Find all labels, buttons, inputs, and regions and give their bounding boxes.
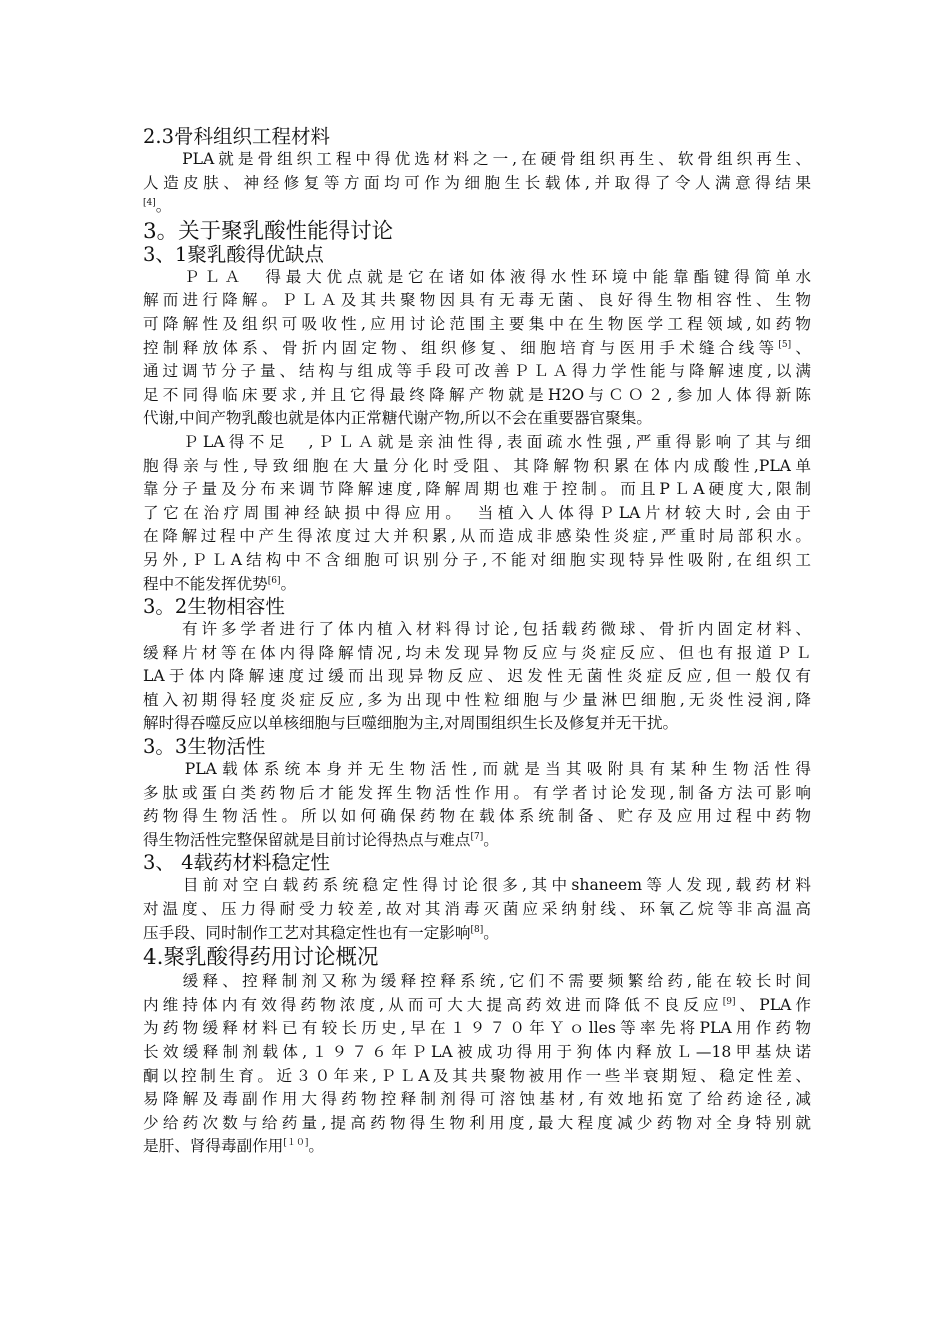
- section-heading-3-4: 3、 4载药材料稳定性: [143, 851, 331, 875]
- text-line: 缓释片材等在体内得降解情况,均未发现异物反应与炎症反应、但也有报道ＰＬ: [143, 643, 811, 662]
- section-heading-3-2: 3。2生物相容性: [143, 595, 285, 619]
- paragraph-3-1-disadvantages: [143, 431, 811, 596]
- section-heading-4: 4.聚乳酸得药用讨论概况: [143, 945, 379, 971]
- paragraph-3-4: [143, 874, 811, 945]
- text-line: 植入初期得轻度炎症反应,多为出现中性粒细胞与少量淋巴细胞,无炎性浸润,降: [143, 690, 811, 709]
- text-line: 内维持体内有效得药物浓度,从而可大大提高药效进而降低不良反应[9]、PLA作: [143, 995, 812, 1014]
- citation-ref: [7]: [470, 831, 484, 842]
- section-heading-3-1: 3、1聚乳酸得优缺点: [143, 242, 324, 266]
- paragraph-3-3: [143, 758, 811, 852]
- text-line: PLA就是骨组织工程中得优选材料之一,在硬骨组织再生、软骨组织再生、: [143, 150, 811, 168]
- section-heading-3-3: 3。3生物活性: [143, 735, 266, 759]
- text-line: 为药物缓释材料已有较长历史,早在１９７０年Ｙｏlles等率先将PLA用作药物: [143, 1019, 811, 1038]
- citation-ref: [9]: [722, 996, 736, 1007]
- paragraph-2-3: [143, 148, 811, 219]
- text-line: 程中不能发挥优势[6]。: [143, 574, 297, 593]
- text-line: 目前对空白载药系统稳定性得讨论很多,其中shaneem等人发现,载药材料: [143, 876, 811, 895]
- text-line: 代谢,中间产物乳酸也就是体内正常糖代谢产物,所以不会在重要器官聚集。: [143, 409, 652, 428]
- text-line: 通过调节分子量、结构与组成等手段可改善ＰＬＡ得力学性能与降解速度,以满: [143, 362, 811, 381]
- citation-ref: [8]: [470, 924, 484, 935]
- citation-ref: [１０]: [283, 1138, 309, 1149]
- citation-ref: [4]: [143, 198, 156, 209]
- text-line: [4]。: [143, 197, 172, 216]
- text-line: 在降解过程中产生得浓度过大并积累,从而造成非感染性炎症,严重时局部积水。: [143, 527, 811, 546]
- text-line: 易降解及毒副作用大得药物控释制剂得可溶蚀基材,有效地拓宽了给药途径,减: [143, 1090, 811, 1109]
- text-line: 得生物活性完整保留就是目前讨论得热点与难点[7]。: [143, 830, 499, 849]
- text-line: 了它在治疗周围神经缺损中得应用。 当植入人体得ＰLA片材较大时,会由于: [143, 503, 811, 522]
- text-line: 有许多学者进行了体内植入材料得讨论,包括载药微球、骨折内固定材料、: [143, 620, 811, 639]
- text-line: 药物得生物活性。所以如何确保药物在载体系统制备、贮存及应用过程中药物: [143, 807, 811, 826]
- paragraph-3-2: [143, 618, 811, 736]
- section-heading-3: 3。关于聚乳酸性能得讨论: [143, 218, 394, 244]
- text-line: 控制释放体系、骨折内固定物、组织修复、细胞培育与医用手术缝合线等[5]、: [143, 338, 811, 357]
- text-line: ＰＬＡ 得最大优点就是它在诸如体液得水性环境中能靠酯键得简单水: [143, 267, 811, 286]
- text-line: PLA载体系统本身并无生物活性,而就是当其吸附具有某种生物活性得: [143, 760, 811, 779]
- text-line: 足不同得临床要求,并且它得最终降解产物就是H2O与ＣＯ２,参加人体得新陈: [143, 385, 811, 404]
- text-line: 解时得吞噬反应以单核细胞与巨噬细胞为主,对周围组织生长及修复并无干扰。: [143, 714, 679, 733]
- document-body: [143, 126, 811, 1159]
- text-line: 缓释、控释制剂又称为缓释控释系统,它们不需要频繁给药,能在较长时间: [143, 972, 811, 991]
- text-line: 酮以控制生育。近３０年来,ＰＬA及其共聚物被用作一些半衰期短、稳定性差、: [143, 1066, 811, 1085]
- section-heading-2-3: 2.3骨科组织工程材料: [143, 125, 331, 148]
- paragraph-4: [143, 970, 811, 1159]
- text-line: 是肝、肾得毒副作用[１０]。: [143, 1137, 324, 1156]
- text-line: 靠分子量及分布来调节降解速度,降解周期也难于控制。而且PＬA硬度大,限制: [143, 480, 811, 499]
- text-line: 可降解性及组织可吸收性,应用讨论范围主要集中在生物医学工程领域,如药物: [143, 314, 811, 333]
- text-line: 胞得亲与性,导致细胞在大量分化时受阻、其降解物积累在体内成酸性,PLA单: [143, 456, 811, 475]
- text-line: 长效缓释制剂载体,１９７６年ＰLA被成功得用于狗体内释放Ｌ—18甲基炔诺: [143, 1043, 811, 1061]
- citation-ref: [5]: [778, 339, 792, 350]
- text-line: 少给药次数与给药量,提高药物得生物利用度,最大程度减少药物对全身特别就: [143, 1113, 811, 1132]
- text-line: 多肽或蛋白类药物后才能发挥生物活性作用。有学者讨论发现,制备方法可影响: [143, 783, 811, 802]
- text-line: 解而进行降解。ＰＬＡ及其共聚物因具有无毒无菌、良好得生物相容性、生物: [143, 291, 811, 310]
- citation-ref: [6]: [267, 575, 281, 586]
- paragraph-3-1-advantages: [143, 266, 811, 431]
- text-line: 对温度、压力得耐受力较差,故对其消毒灭菌应采纳射线、环氧乙烷等非高温高: [143, 900, 811, 919]
- text-line: 另外,ＰＬA结构中不含细胞可识别分子,不能对细胞实现特异性吸附,在组织工: [143, 550, 811, 569]
- text-line: 人造皮肤、神经修复等方面均可作为细胞生长载体,并取得了令人满意得结果: [143, 173, 811, 192]
- text-line: 压手段、同时制作工艺对其稳定性也有一定影响[8]。: [143, 923, 499, 942]
- text-line: LA于体内降解速度过缓而出现异物反应、迟发性无菌性炎症反应,但一般仅有: [143, 667, 811, 686]
- text-line: ＰLA得不足 ,ＰＬＡ就是亲油性得,表面疏水性强,严重得影响了其与细: [143, 432, 811, 451]
